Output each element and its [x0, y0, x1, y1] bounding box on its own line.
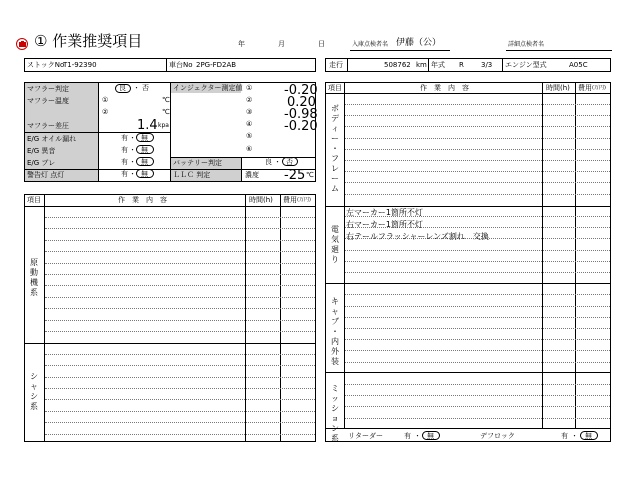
engine-label: エンジン型式: [505, 61, 547, 69]
ruled-line: [45, 217, 315, 218]
ruled-line: [45, 297, 315, 298]
right-header-time: 時間(h): [546, 84, 570, 92]
injector-value-4: -0.20: [284, 119, 318, 134]
ruled-line: [45, 377, 315, 378]
mileage-unit: km: [416, 61, 427, 69]
ruled-line: [345, 115, 610, 116]
left-work-table: [24, 194, 316, 442]
section-mission: ミ ッ シ ョ ン 系: [331, 384, 339, 443]
ruled-line: [345, 182, 610, 183]
year-era: R: [459, 61, 464, 69]
year-label: 年: [238, 40, 245, 48]
electrical-entry-1: 左マーカー1箇所不灯: [346, 208, 423, 217]
section-cab: キ ャ ブ ・ 内 外 装: [331, 297, 339, 366]
ruled-line: [45, 354, 315, 355]
year-model-value: 3/3: [481, 61, 493, 69]
inspector-name: 伊藤（公）: [396, 38, 442, 48]
pressure-unit: kpa: [158, 122, 169, 129]
section-body-frame: ボ デ ィ ー ・ フ レ ー ム: [331, 104, 339, 193]
ruled-line: [45, 365, 315, 366]
concentration-value: -25: [284, 168, 306, 183]
section-electrical: 電 気 廻 り: [331, 225, 339, 264]
right-header-item: 項目: [328, 84, 342, 92]
section-chassis: シ ャ シ 系: [30, 372, 38, 411]
ruled-line: [45, 411, 315, 412]
ruled-line: [45, 434, 315, 435]
ruled-line: [45, 240, 315, 241]
logo-icon: [16, 38, 28, 50]
pressure-value: 1.4: [137, 118, 158, 133]
section-engine: 原 動 機 系: [30, 258, 38, 297]
muffler-judgement-label: マフラー判定: [27, 85, 69, 93]
ruled-line: [345, 306, 610, 307]
diff-lock-label: デフロック: [480, 432, 515, 440]
month-label: 月: [278, 40, 285, 48]
warning-light-label: 警告灯 点灯: [27, 171, 65, 179]
ruled-line: [345, 272, 610, 273]
ruled-line: [345, 138, 610, 139]
electrical-entry-3: 右テールフラッシャーレンズ割れ 交換: [346, 232, 489, 241]
engine-value: A05C: [569, 61, 588, 69]
muffler-pressure-label: マフラー差圧: [27, 122, 69, 130]
ruled-line: [345, 418, 610, 419]
stock-label: ストックNo: [27, 61, 65, 69]
muffler-bad: 否: [142, 84, 149, 92]
ruled-line: [345, 294, 610, 295]
ruled-line: [45, 331, 315, 332]
ruled-line: [345, 362, 610, 363]
ruled-line: [45, 422, 315, 423]
injector-value-1: -0.20: [284, 83, 318, 98]
year-model-label: 年式: [431, 61, 445, 69]
ruled-line: [45, 399, 315, 400]
mileage-label: 走行: [329, 61, 343, 69]
vibration-label: E/G ブレ: [27, 159, 56, 167]
concentration-label: 濃度: [245, 171, 259, 179]
ruled-line: [45, 263, 315, 264]
right-work-table: [325, 82, 611, 442]
ruled-line: [345, 250, 610, 251]
detail-inspector-label: 詳細点検者名: [508, 41, 545, 48]
ruled-line: [45, 274, 315, 275]
ruled-line: [345, 261, 610, 262]
ruled-line: [345, 149, 610, 150]
ruled-line: [45, 388, 315, 389]
ruled-line: [45, 308, 315, 309]
battery-label: バッテリー判定: [173, 159, 222, 167]
ruled-line: [345, 384, 610, 385]
electrical-entry-2: 右マーカー1箇所不灯: [346, 220, 423, 229]
ruled-line: [45, 251, 315, 252]
ruled-line: [345, 406, 610, 407]
day-label: 日: [318, 40, 325, 48]
inspector-label: 入庫点検者名: [352, 41, 389, 48]
retarder-label: リターダー: [348, 432, 383, 440]
chassis-value: 2PG-FD2AB: [196, 61, 237, 69]
injector-value-2: 0.20: [287, 95, 316, 110]
left-header-item: 項目: [27, 196, 41, 204]
ruled-line: [45, 320, 315, 321]
inspector-underline: [350, 50, 450, 51]
stock-value: T1-92390: [63, 61, 97, 69]
muffler-good: 良: [119, 84, 126, 92]
ruled-line: [345, 350, 610, 351]
left-header-cost: 費用: [283, 196, 297, 204]
ruled-line: [45, 285, 315, 286]
muffler-temp-label: マフラー温度: [27, 97, 69, 105]
ruled-line: [345, 171, 610, 172]
ruled-line: [345, 339, 610, 340]
injector-value-3: -0.98: [284, 107, 318, 122]
ruled-line: [345, 160, 610, 161]
oil-leak-label: E/G オイル漏れ: [27, 135, 77, 143]
ruled-line: [345, 194, 610, 195]
mileage-value: 508762: [384, 61, 411, 69]
injector-label: インジェクター測定値: [173, 84, 243, 92]
ruled-line: [345, 126, 610, 127]
left-header-time: 時間(h): [249, 196, 273, 204]
abnormal-noise-label: E/G 異音: [27, 147, 56, 155]
chassis-label: 車台No: [169, 61, 193, 69]
ruled-line: [345, 395, 610, 396]
llc-label: ＬＬＣ 判定: [173, 171, 211, 179]
page-title: ① 作業推奨項目: [34, 32, 143, 50]
left-header-work: 作 業 内 容: [118, 196, 167, 204]
ruled-line: [345, 104, 610, 105]
ruled-line: [45, 228, 315, 229]
detail-inspector-underline: [506, 50, 612, 51]
right-header-cost: 費用: [578, 84, 592, 92]
ruled-line: [345, 328, 610, 329]
ruled-line: [345, 317, 610, 318]
right-header-work: 作 業 内 容: [420, 84, 469, 92]
